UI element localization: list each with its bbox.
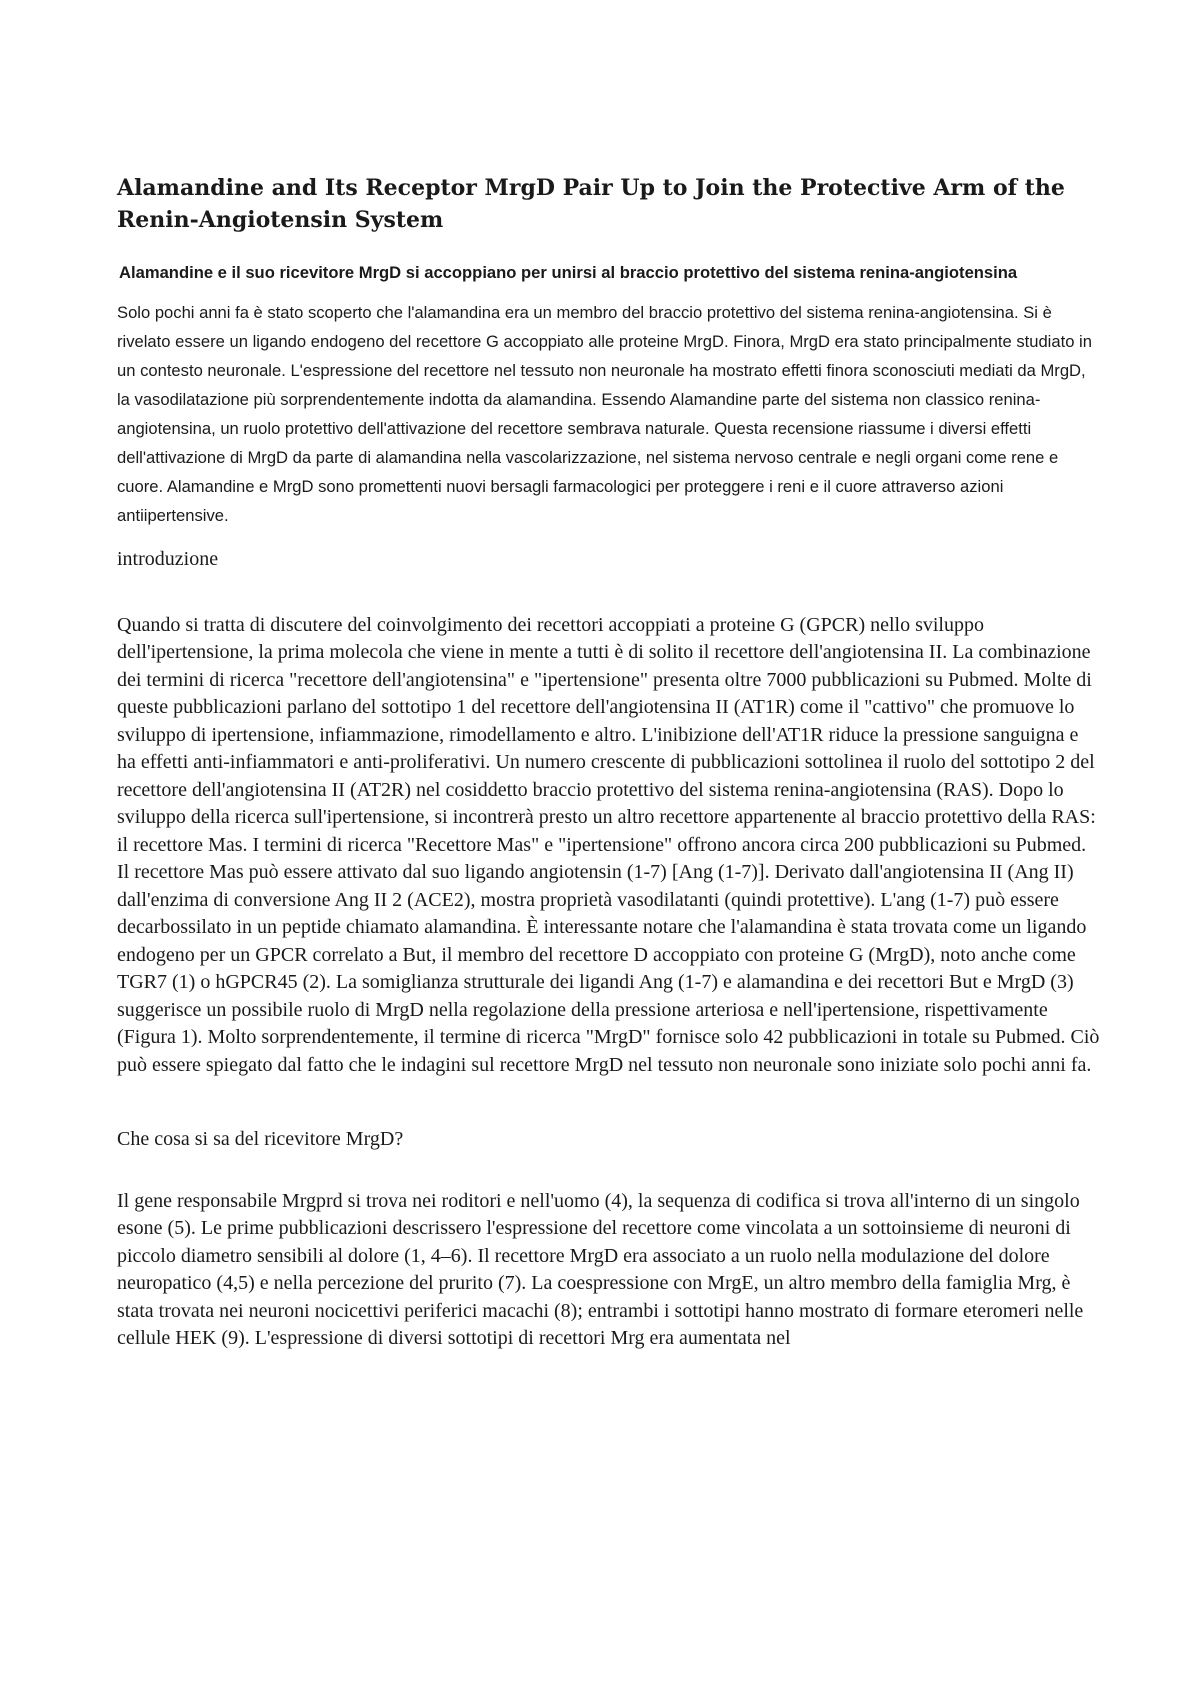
document-title: Alamandine and Its Receptor MrgD Pair Up to Join the Protective Arm of the Renin-Angiotensin System — [117, 175, 1065, 233]
mrgd-paragraph: Il gene responsabile Mrgprd si trova nei roditori e nell'uomo (4), la sequenza di codifica si trova all'interno di un singolo esone (5). Le prime pubblicazioni descrissero l'espressione del recettore come vincolata a un sottoinsieme di neuroni di piccolo diametro sensibili al dolore (1, 4–6). Il recettore MrgD era associato a un ruolo nella modulazione del dolore neuropatico (4,5) e nella percezione del prurito (7). La coespressione con MrgE, un altro membro della famiglia Mrg, è stata trovata nei neuroni nocicettivi periferici macachi (8); entrambi i sottotipi hanno mostrato di formare eteromeri nelle cellule HEK (9). L'espressione di diversi sottotipi di recettori Mrg era aumentata nel — [117, 1189, 1084, 1349]
section-heading-introduction: introduzione — [117, 548, 219, 570]
body-text — [117, 546, 1102, 1353]
abstract-paragraph: Solo pochi anni fa è stato scoperto che l'alamandina era un membro del braccio protettivo del sistema renina-angiotensina. Si è rivelato essere un ligando endogeno del recettore G accoppiato alle proteine MrgD. Finora, MrgD era stato principalmente studiato in un contesto neuronale. L'espressione del recettore nel tessuto non neuronale ha mostrato effetti finora sconosciuti mediati da MrgD, la vasodilatazione più sorprendentemente indotta da alamandina. Essendo Alamandine parte del sistema non classico renina-angiotensina, un ruolo protettivo dell'attivazione del recettore sembrava naturale. Questa recensione riassume i diversi effetti dell'attivazione di MrgD da parte di alamandina nella vascolarizzazione, nel sistema nervoso centrale e negli organi come rene e cuore. Alamandine e MrgD sono promettenti nuovi bersagli farmacologici per proteggere i reni e il cuore attraverso azioni antiipertensive. — [117, 303, 1092, 525]
introduction-paragraph: Quando si tratta di discutere del coinvolgimento dei recettori accoppiati a proteine G (GPCR) nello sviluppo dell'ipertensione, la prima molecola che viene in mente a tutti è di solito il recettore dell'angiotensina II. La combinazione dei termini di ricerca "recettore dell'angiotensina" e "ipertensione" presenta oltre 7000 pubblicazioni su Pubmed. Molte di queste pubblicazioni parlano del sottotipo 1 del recettore dell'angiotensina II (AT1R) come il "cattivo" che promuove lo sviluppo di ipertensione, infiammazione, rimodellamento e altro. L'inibizione dell'AT1R riduce la pressione sanguigna e ha effetti anti-infiammatori e anti-proliferativi. Un numero crescente di pubblicazioni sottolinea il ruolo del sottotipo 2 del recettore dell'angiotensina II (AT2R) nel cosiddetto braccio protettivo del sistema renina-angiotensina (RAS). Dopo lo sviluppo della ricerca sull'ipertensione, si incontrerà presto un altro recettore appartenente al braccio protettivo della RAS: il recettore Mas. I termini di ricerca "Recettore Mas" e "ipertensione" offrono ancora circa 200 pubblicazioni su Pubmed. Il recettore Mas può essere attivato dal suo ligando angiotensin (1-7) [Ang (1-7)]. Derivato dall'angiotensina II (Ang II) dall'enzima di conversione Ang II 2 (ACE2), mostra proprietà vasodilatanti (quindi protettive). L'ang (1-7) può essere decarbossilato in un peptide chiamato alamandina. È interessante notare che l'alamandina è stata trovata come un ligando endogeno per un GPCR correlato a But, il membro del recettore D accoppiato con proteine G (MrgD), noto anche come TGR7 (1) o hGPCR45 (2). La somiglianza strutturale dei ligandi Ang (1-7) e alamandina e dei recettori But e MrgD (3) suggerisce un possibile ruolo di MrgD nella regolazione della pressione arteriosa e nell'ipertensione, rispettivamente (Figura 1). Molto sorprendentemente, il termine di ricerca "MrgD" fornisce solo 42 pubblicazioni in totale su Pubmed. Ciò può essere spiegato dal fatto che le indagini sul recettore MrgD nel tessuto non neuronale sono iniziate solo pochi anni fa. — [117, 613, 1100, 1076]
translated-summary — [117, 258, 1102, 530]
section-heading-mrgd: Che cosa si sa del ricevitore MrgD? — [117, 1128, 404, 1150]
document-page — [117, 172, 1102, 1353]
translated-title: Alamandine e il suo ricevitore MrgD si accoppiano per unirsi al braccio protettivo del sistema renina-angiotensina — [119, 263, 1018, 282]
